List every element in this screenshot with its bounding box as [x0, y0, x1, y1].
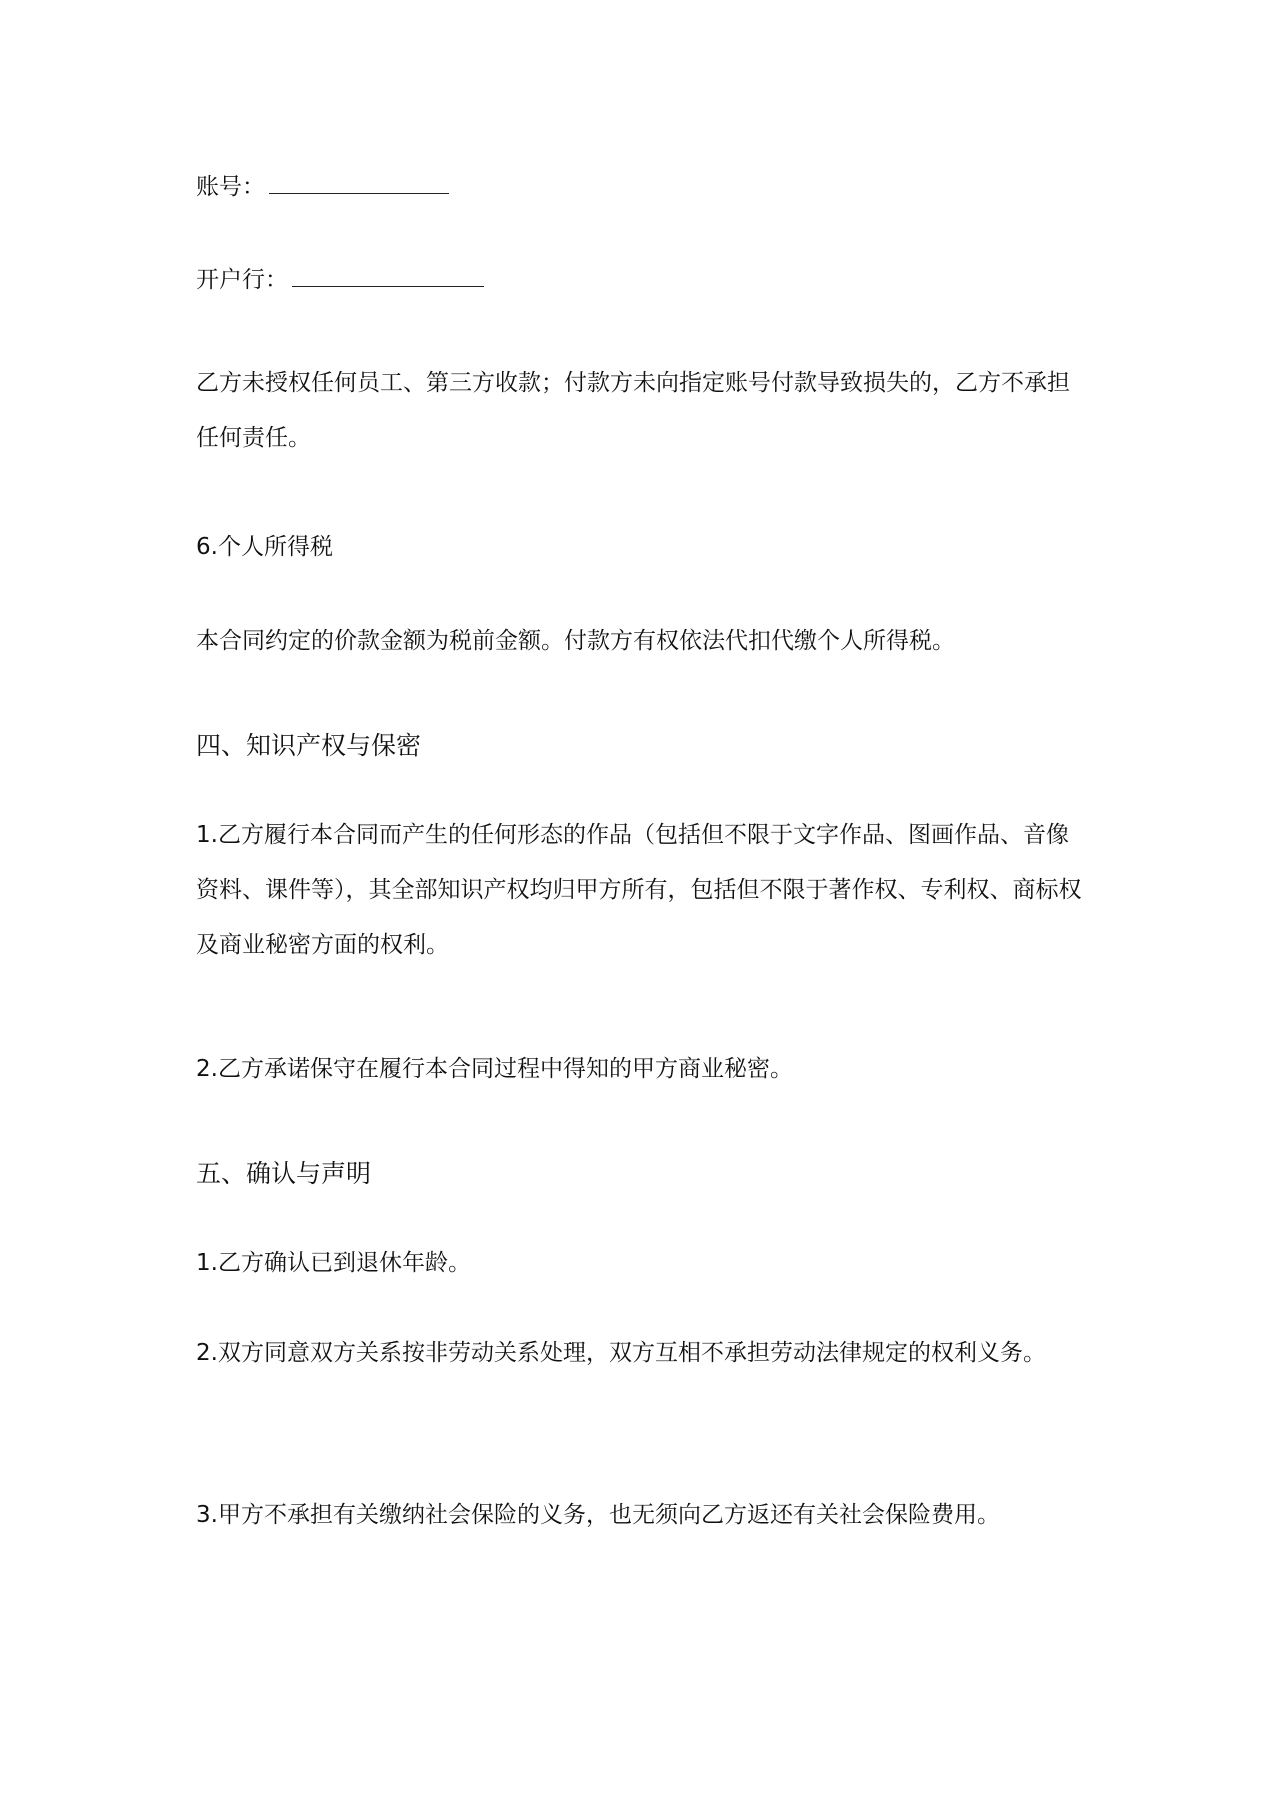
section-confirm-item-3: 3.甲方不承担有关缴纳社会保险的义务，也无须向乙方返还有关社会保险费用。: [196, 1502, 1000, 1528]
payment-note: 乙方未授权任何员工、第三方收款；付款方未向指定账号付款导致损失的，乙方不承担任何责任。: [196, 370, 1070, 451]
section-confirm-item-1: 1.乙方确认已到退休年龄。: [196, 1250, 471, 1276]
bank-field: [196, 253, 1086, 308]
field-label: 账号：: [196, 174, 265, 200]
section-ip-item-2: 2.乙方承诺保守在履行本合同过程中得知的甲方商业秘密。: [196, 1056, 793, 1082]
tax-subtitle: 6.个人所得税: [196, 534, 333, 560]
account-number-field: [196, 160, 1086, 215]
section-heading-confirm: 五、确认与声明: [196, 1159, 372, 1188]
bank-blank: [292, 264, 484, 287]
section-confirm-item-2: 2.双方同意双方关系按非劳动关系处理，双方互相不承担劳动法律规定的权利义务。: [196, 1340, 1046, 1366]
section-heading-ip: 四、知识产权与保密: [196, 731, 422, 760]
account-number-blank: [269, 171, 449, 194]
tax-body: 本合同约定的价款金额为税前金额。付款方有权依法代扣代缴个人所得税。: [196, 628, 955, 654]
section-ip-item-1: 1.乙方履行本合同而产生的任何形态的作品（包括但不限于文字作品、图画作品、音像资料、课件等），其全部知识产权均归甲方所有，包括但不限于著作权、专利权、商标权及商业秘密方面的权利。: [196, 822, 1082, 958]
field-label: 开户行：: [196, 267, 288, 293]
